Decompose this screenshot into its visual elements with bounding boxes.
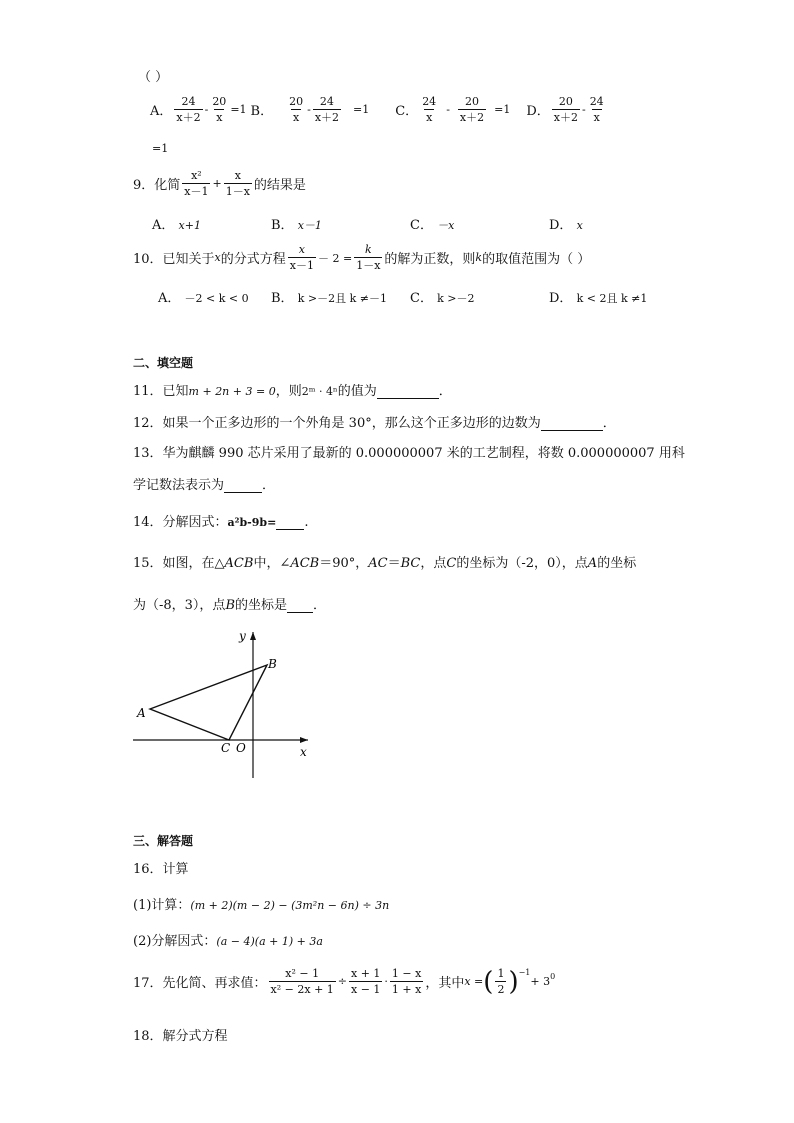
answer-blank[interactable] xyxy=(287,600,313,613)
fraction: $\frac{20}{x+2}$ xyxy=(553,95,578,124)
fraction: $\frac{24}{x}$ xyxy=(422,95,437,124)
q8-option-d-tail: =1 xyxy=(152,142,169,155)
q8-option-b-label: B． xyxy=(250,104,274,119)
fraction: $\frac{20}{x+2}$ xyxy=(459,95,485,124)
q8-option-c-label: C． xyxy=(395,104,419,119)
fraction: $\frac{k}{1-x}$ xyxy=(356,243,381,272)
fraction: $\frac{20}{x}$ xyxy=(289,95,304,124)
fraction: $\frac{24}{x+2}$ xyxy=(314,95,340,124)
label-o: O xyxy=(236,741,246,755)
q17: 17．先化简、再求值： $\frac{\text{x² − 1}}{\text{x² − 2x + 1}}$ ÷ $\frac{x + 1}{x - 1}$ · $\frac{1 - x}{1 + x}$ ，其中 x = ( $\frac{1}{2}$ ) $^{-1}$ + 3 $^0$ xyxy=(133,966,556,997)
fraction: $\frac{x}{x-1}$ xyxy=(289,243,314,272)
q10-option-a: A． －2 < k < 0 xyxy=(158,291,249,306)
fraction: $\frac{24}{x+2}$ xyxy=(176,95,201,124)
triangle-acb xyxy=(150,665,267,740)
section-heading-solutions: 三、解答题 xyxy=(133,834,194,848)
q14: 14．分解因式：a²b-9b= . xyxy=(133,515,309,530)
q9-option-c: C． －x xyxy=(410,218,455,233)
label-a: A xyxy=(137,706,146,720)
fraction: $\frac{\text{x²}}{x-1}$ xyxy=(184,169,209,198)
fraction: $\frac{\text{x² − 1}}{\text{x² − 2x + 1}}$ xyxy=(270,967,334,996)
answer-blank[interactable] xyxy=(276,517,304,530)
q8-paren: （ ） xyxy=(138,70,169,85)
q8-option-d-label: D． xyxy=(526,104,550,119)
answer-blank[interactable] xyxy=(541,418,603,431)
fraction: $\frac{1}{2}$ xyxy=(497,967,505,996)
q15-line1: 15．如图，在△ACB中，∠ACB＝90°，AC＝BC，点C的坐标为（-2，0），点A的坐标 xyxy=(133,556,637,571)
fraction: $\frac{20}{x}$ xyxy=(212,95,227,124)
label-b: B xyxy=(268,657,277,671)
label-y: y xyxy=(239,629,246,643)
q9-option-b: B． x－1 xyxy=(271,218,322,233)
q9-stem: 9．化简 $\frac{\text{x²}}{x-1}$ + $\frac{x}{1-x}$ 的结果是 xyxy=(133,169,306,198)
q13-line2: 学记数法表示为 ． xyxy=(133,478,276,493)
q11: 11．已知m + 2n + 3 = 0，则2ᵐ · 4ⁿ的值为 ． xyxy=(133,384,452,399)
answer-blank[interactable] xyxy=(377,386,439,399)
q10-option-b: B． k >－2且 k ≠－1 xyxy=(271,291,387,306)
q9-option-a: A． x+1 xyxy=(152,218,201,233)
label-c: C xyxy=(221,741,231,755)
fraction: $\frac{x}{1-x}$ xyxy=(225,169,250,198)
coordinate-figure xyxy=(130,626,330,786)
q13-line1: 13．华为麒麟 990 芯片采用了最新的 0.000000007 米的工艺制程，将数 0.000000007 用科 xyxy=(133,446,685,461)
q18: 18．解分式方程 xyxy=(133,1029,228,1044)
q8-options: A． $\frac{24}{x+2}$ - $\frac{20}{x}$ =1 B． $\frac{20}{x}$ - $\frac{24}{x+2}$ =1 C． $\frac{24}{x}$ - $\frac{20}{x+2}$ =1 D． $\frac{20}{x+2}$ - $\frac{24}{x}$ xyxy=(150,95,604,124)
q12: 12．如果一个正多边形的一个外角是 30°，那么这个正多边形的边数为 ． xyxy=(133,416,616,431)
answer-blank[interactable] xyxy=(224,480,262,493)
q16-part2: (2)分解因式：(a − 4)(a + 1) + 3a xyxy=(133,934,323,949)
fraction: $\frac{24}{x}$ xyxy=(589,95,604,124)
fraction: $\frac{x + 1}{x - 1}$ xyxy=(351,967,381,996)
label-x: x xyxy=(300,745,307,759)
q8-option-a-label: A． xyxy=(150,104,173,119)
q10-option-c: C． k >－2 xyxy=(410,291,475,306)
q15-line2: 为（-8，3），点B的坐标是 ． xyxy=(133,598,327,613)
q10-stem: 10．已知关于 x 的分式方程 $\frac{x}{x-1}$ － 2 = $\frac{k}{1-x}$ 的解为正数，则 k 的取值范围为（ ） xyxy=(133,243,591,272)
q9-option-d: D． x xyxy=(549,218,583,233)
q16-part1: (1)计算：(m + 2)(m − 2) − (3m²n − 6n) ÷ 3n xyxy=(133,898,390,913)
y-axis-arrow xyxy=(250,632,256,640)
q10-option-d: D． k < 2且 k ≠1 xyxy=(549,291,648,306)
x-axis-arrow xyxy=(300,737,308,743)
section-heading-fill-in: 二、填空题 xyxy=(133,356,194,370)
fraction: $\frac{1 - x}{1 + x}$ xyxy=(391,967,422,996)
q16-title: 16．计算 xyxy=(133,862,189,877)
